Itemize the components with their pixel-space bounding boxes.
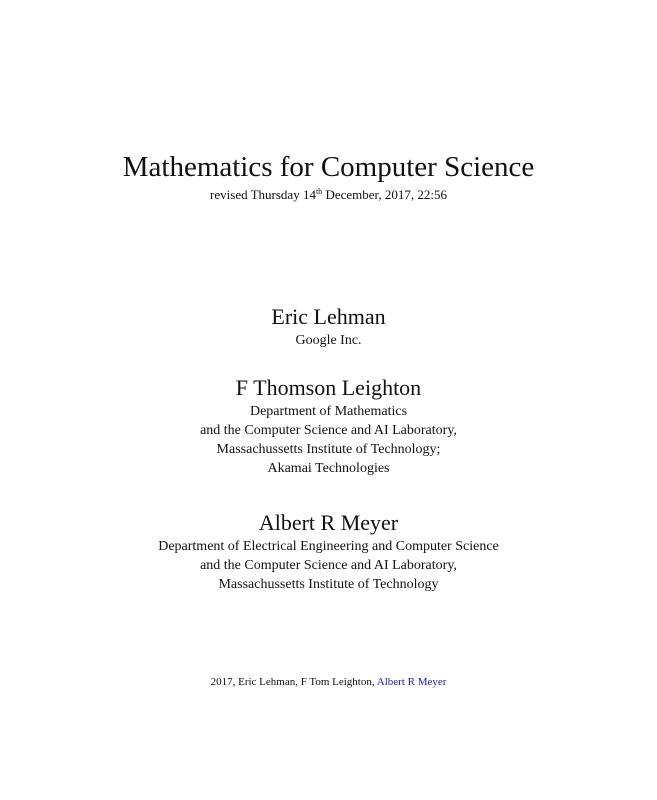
revision-date-suffix: December, 2017, 22:56: [322, 187, 447, 202]
affiliation-line: Akamai Technologies: [267, 461, 390, 476]
author-name-f-thomson-leighton: F Thomson Leighton: [235, 375, 422, 400]
affiliation-line: Department of Mathematics: [249, 404, 408, 419]
author-link-albert-r-meyer[interactable]: Albert R Meyer: [376, 676, 447, 688]
affiliation-line: Massachussetts Institute of Technology;: [216, 442, 441, 457]
copyright-notice: [0, 675, 657, 689]
revision-date-ordinal: th: [315, 187, 323, 196]
affiliation-line: and the Computer Science and AI Laboratory,: [200, 423, 457, 438]
author-affiliation-albert-r-meyer: [0, 537, 657, 594]
affiliation-line: Massachussetts Institute of Technology: [218, 577, 439, 592]
copyright-text: 2017, Eric Lehman, F Tom Leighton,: [210, 676, 377, 688]
author-affiliation-f-thomson-leighton: [0, 402, 657, 478]
affiliation-line: and the Computer Science and AI Laboratory,: [200, 558, 457, 573]
affiliation-line: Department of Electrical Engineering and Computer Science: [158, 539, 499, 554]
author-affiliation-eric-lehman: [0, 331, 657, 350]
revision-date: [0, 187, 657, 203]
author-name-albert-r-meyer: Albert R Meyer: [258, 510, 399, 535]
author-name-eric-lehman: Eric Lehman: [271, 304, 386, 329]
revision-date-prefix: revised Thursday 14: [210, 187, 316, 202]
affiliation-line: Google Inc.: [295, 333, 362, 348]
document-title: Mathematics for Computer Science: [122, 151, 535, 183]
